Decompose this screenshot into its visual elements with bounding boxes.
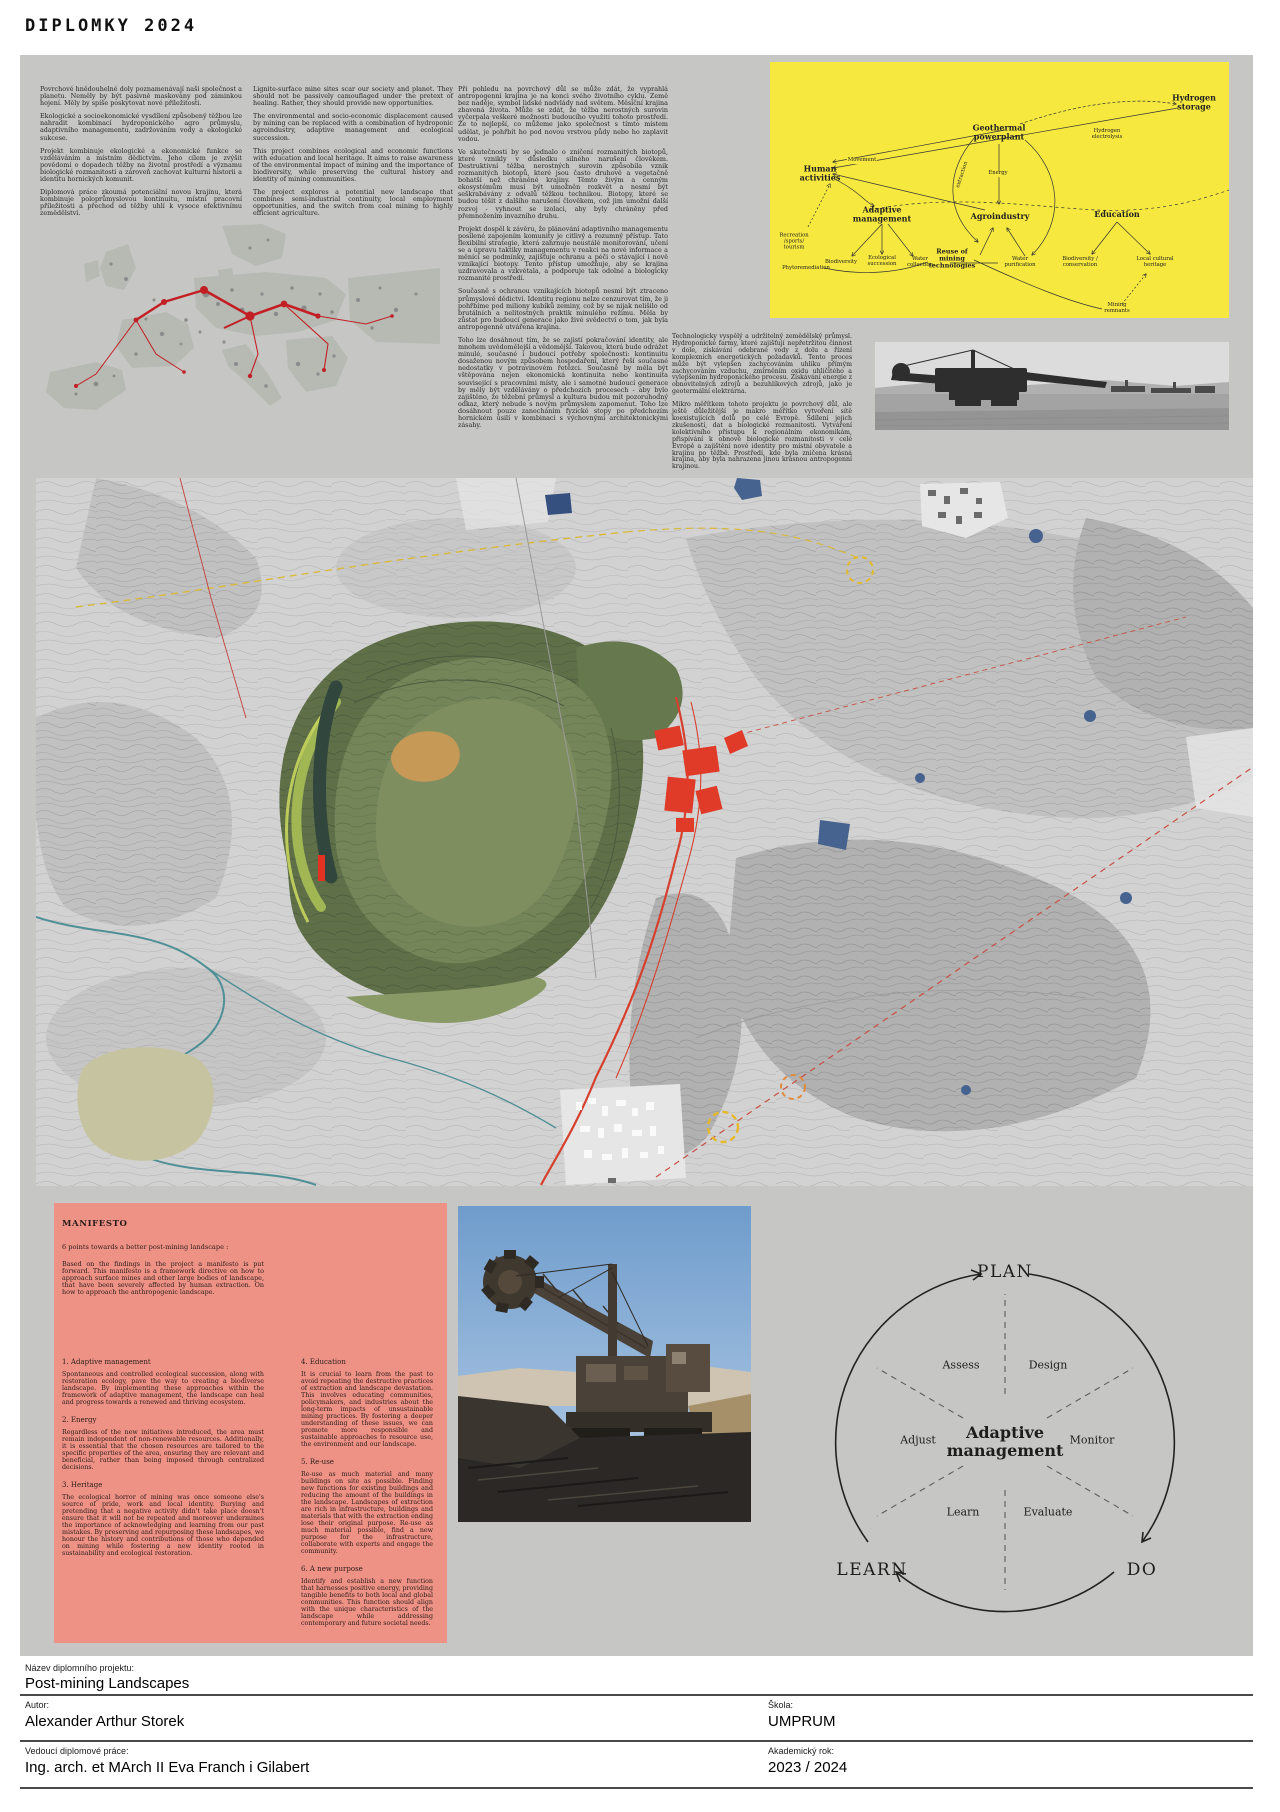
point-body: The ecological horror of mining was once someone else's source of pride, work and local identity. Burying and pretending that a negative activity didn't take place doesn't ensure that it will not be repeated and moreover undermines the importance of acknowledging and learning from our past mistakes. By preserving and repurposing these landscapes, we honour the history and contributions of those who depended on mining while fostering a new identity rooted in sustainability and ecological restoration. [62, 1494, 264, 1557]
point-heading: 1. Adaptive management [62, 1358, 151, 1366]
supervisor-label: Vedoucí diplomové práce: [25, 1746, 129, 1756]
paragraph: Ve skutečnosti by se jednalo o zničení rozmanitých biotopů, které vznikly v důsledku silného narušení člověkem. Destruktivní těžba nerostných surovin způsobila vznik rozmanitých biotopů, které jsou často druhově a vegetačně bohatší než chráněné krajiny. Těmto živým a cenným ekosystémům musí být umožněn rozkvět a nesmí být seškrabávány z odvalů těžkou technikou. Biotopy, které se budou těšit z dalšího narušení člověkem, což jim umožní další rozvoj - vyhnout se izolaci, aby byly chráněny před přemnožením invazního druhu. [458, 147, 668, 220]
point-body: Regardless of the new initiatives introduced, the area must remain independent of non-renewable resources. Additionally, it is essential that the chosen resources are tailored to the specific properties of the area, ensuring they are relevant and beneficial, rather than being imposed through centralized decisions. [62, 1429, 264, 1471]
school-label: Škola: [768, 1700, 794, 1710]
manifesto-point [301, 1565, 433, 1627]
node-biodiversity-conservation: Biodiversity / conservation [1062, 256, 1098, 268]
author-value: Alexander Arthur Storek [25, 1713, 185, 1730]
author-label: Autor: [25, 1700, 50, 1710]
manifesto-title: MANIFESTO [62, 1219, 128, 1229]
node-human-activities: Human activities [799, 163, 841, 182]
point-body: It is crucial to learn from the past to avoid repeating the destructive practices of extraction and landscape devastation. This involves educating communities, policymakers, and industries about the long-term impacts of unsustainable mining practices. By fostering a deeper understanding of these issues, we can promote more responsible and sustainable approaches to resource use, the environment and our landscape. [301, 1371, 433, 1448]
cycle-center-label [947, 1424, 1064, 1460]
point-body: Spontaneous and controlled ecological succession, along with restoration ecology, pave the way to creating a biodiverse landscape. By implementing these approaches within the framework of adaptive management, the landscape can heal and progress towards a renewed and thriving ecosystem. [62, 1371, 264, 1406]
page-title: DIPLOMKY 2024 [25, 16, 198, 36]
node-energy: Energy [988, 170, 1008, 177]
intro-column-czech-3 [672, 334, 852, 477]
intro-column-czech-2 [458, 86, 668, 435]
point-body: Re-use as much material and many buildings on site as possible. Finding new functions for existing buildings and reducing the amount of the buildings in the landscape. Landscapes of extraction are rich in infrastructure, buildings and materials that with the extraction ending lose their original purpose. Re-use as much material possible, find a new purpose for the infrastructure, collaborate with experts and engage the community. [301, 1471, 433, 1555]
manifesto-point [62, 1358, 264, 1406]
node-adaptive-management: Adaptive management [852, 204, 912, 223]
academic-year-label: Akademický rok: [768, 1746, 835, 1756]
paragraph: Lignite-surface mine sites scar our society and planet. They should not be passively camouflaged under the pretext of healing. Rather, they should provide new opportunities. [253, 85, 453, 108]
intro-column-english [253, 86, 453, 224]
node-hydrogen-electrolysis: Hydrogen electrolysis [1086, 129, 1128, 141]
paragraph: Toho lze dosáhnout tím, že se zajistí pokračování identity, ale mnohem uvědomělejší a vědomější. Takovou, která bude odrážet minulé, současné i budoucí potřeby společnosti: kontinuitu dosaženou novým způsobem hospodaření, který řeší současné nedostatky v potravinovém řetězci. Současně by měla být vštěpována nejen ekonomická kontinuita nebo kontinuita související s pracovními místy, ale i samotné budoucí generace by měly být vzdělávány o předchozích procesech - aby bylo zajištěno, že těžební průmysl a kultura budou mít pozoruhodný odkaz, který nebude s novým průmyslem zapomenut. Toho lze dosáhnout pouze zanecháním fyzické stopy po předchozím hornickém úsilí v kombinaci s výchovnými architektonickými zásahy. [458, 336, 668, 430]
excavator-photo [458, 1206, 751, 1522]
manifesto-column-left [62, 1348, 264, 1557]
systems-diagram-panel [770, 62, 1229, 318]
manifesto-column-right [301, 1348, 433, 1627]
cycle-sector-assess: Assess [942, 1358, 980, 1372]
manifesto-panel [54, 1203, 447, 1643]
manifesto-subtitle: 6 points towards a better post-mining landscape : [62, 1243, 229, 1251]
project-name-label: Název diplomního projektu: [25, 1663, 135, 1673]
cycle-sector-design: Design [1028, 1358, 1068, 1372]
cycle-sector-adjust: Adjust [900, 1433, 936, 1447]
node-water-collection: Water collection [906, 256, 934, 268]
cycle-sector-monitor: Monitor [1069, 1433, 1115, 1447]
point-heading: 6. A new purpose [301, 1565, 363, 1573]
manifesto-point [62, 1416, 264, 1471]
systems-diagram-edges [770, 62, 1229, 318]
node-mining-remnants: Mining remnants [1104, 302, 1130, 314]
footer-divider [20, 1787, 1253, 1789]
paragraph: Ekologické a socioekonomické vysdílení způsobený těžbou lze nahradit kombinací hydroponického agro průmyslu, adaptivního managementu, zadržováním vody a ekologické sukcese. [40, 112, 242, 142]
cycle-plan-label: PLAN [977, 1262, 1033, 1282]
cycle-do-label: DO [1126, 1560, 1158, 1580]
school-value: UMPRUM [768, 1713, 836, 1730]
node-phytoremediation: Phytoremediation [782, 265, 830, 272]
point-heading: 5. Re-use [301, 1458, 334, 1466]
paragraph: Projekt dospěl k závěru, že plánování adaptivního managementu posílené zapojením komunity je citlivý a rozumný přístup. Tato flexibilní strategie, která zahrnuje neustálé monitorování, učení se a úpravu taktiky managementu v reakci na nové informace a měnící se podmínky, zajišťuje ochranu a péči o stávající i nově vznikající biotopy. Tento přístup umožňuje, aby se krajina uzdravovala a vzkvétala, a podporuje tak odolné a biologicky rozmanité prostředí. [458, 224, 668, 283]
node-extraction-label: extraction [955, 160, 970, 189]
paragraph: This project combines ecological and economic functions with education and local heritage. It aims to raise awareness of the environmental impact of mining and the importance of biodiversity, while preserving the cultural history and identity of mining communities. [253, 146, 453, 184]
node-recreation: Recreation /sports/ tourism [779, 232, 809, 250]
cycle-center-line2: management [946, 1441, 1064, 1460]
adaptive-management-cycle [790, 1240, 1230, 1640]
manifesto-point [301, 1358, 433, 1448]
cycle-sector-learn: Learn [946, 1505, 980, 1519]
node-reuse-of-mining-technologies: Reuse of mining technologies [928, 247, 976, 270]
node-agroindustry: Agroindustry [970, 210, 1030, 221]
paragraph: Současně s ochranou vznikajících biotopů nesmí být ztraceno průmyslové dědictví. Identitu regionu nelze cenzurovat tím, že ji pohřbíme pod miliony kubíků zeminy, což by se nijak nelišilo od brutálních a nelitostných praktik minulého režimu. Měla by zůstat pro budoucí generace jako živé svědectví o tom, jak byla antropogenně utvářena krajina. [458, 287, 668, 331]
project-name-value: Post-mining Landscapes [25, 1675, 190, 1692]
point-body: Identify and establish a new function that harnesses positive energy, providing tangible benefits to both local and global communities. This function should align with the unique characteristics of the landscape while addressing contemporary and future societal needs. [301, 1578, 433, 1627]
footer-divider [20, 1740, 1253, 1742]
paragraph: Mikro měřítkem tohoto projektu je povrchový důl, ale ještě důležitější je makro měřítko vytvoření sítě koexistujících dolů po celé Evropě. Sdílení jejich zkušeností, dat a biologické rozmanitosti. Vytváření kolektivního přístupu k regionálním ekonomikám, přispívání k obnově biologické rozmanitosti v celé Evropě a zajištění nové identity pro místní obyvatele a krajinu po těžbě. Prostředí, kde byla zničena krásná krajina, aby byla nahrazena jinou krásnou antropogenní krajinou. [672, 401, 852, 471]
node-geothermal-powerplant: Geothermal powerplant [972, 122, 1026, 141]
point-heading: 4. Education [301, 1358, 346, 1366]
manifesto-point [301, 1458, 433, 1555]
node-movement: Movement [847, 157, 877, 164]
paragraph: The project explores a potential new landscape that combines semi-industrial continuity, local employment opportunities, and the switch from coal mining to highly efficient agriculture. [253, 188, 453, 218]
paragraph: Diplomová práce zkoumá potenciální novou krajinu, která kombinuje poloprůmyslovou kontinuitu, místní pracovní příležitosti a přechod od těžby uhlí k vysoce efektivnímu zemědělství. [40, 188, 242, 218]
paragraph: Povrchové hnědouhelné doly poznamenávají naši společnost a planetu. Neměly by být pasivně maskovány pod záminkou hojení. Měly by spíše poskytovat nové příležitosti. [40, 85, 242, 108]
cycle-sector-evaluate: Evaluate [1023, 1505, 1073, 1519]
node-education: Education [1094, 208, 1140, 219]
intro-column-czech-1 [40, 86, 242, 224]
node-hydrogen-storage: Hydrogen storage [1172, 92, 1216, 111]
node-water-purification: Water purification [1004, 256, 1036, 268]
paragraph: The environmental and socio-economic displacement caused by mining can be replaced with a combination of hydroponic agroindustry, adaptive management and ecological succession. [253, 112, 453, 142]
node-ecological-succession: Ecological succession [867, 255, 897, 267]
manifesto-point [62, 1481, 264, 1557]
europe-network-map [36, 224, 440, 430]
point-heading: 3. Heritage [62, 1481, 103, 1489]
footer-divider [20, 1694, 1253, 1696]
paragraph: Při pohledu na povrchový důl se může zdát, že vyprahlá antropogenní krajina je na konci svého životního cyklu. Země bez naděje, symbol lidské nadvlády nad světem. Měsíční krajina zbavená života. Může se zdát, že těžba nerostných surovin vyčerpala veškeré možnosti budoucího využití tohoto prostředí. Že to nejlepší, co můžeme jako společnost s tímto místem udělat, je pohřbít ho pod novou vrstvou půdy nebo ho zaplavit vodou. [458, 85, 668, 143]
mining-machine-photo-bw [875, 342, 1229, 430]
cycle-learn-label: LEARN [836, 1560, 908, 1580]
field-area [77, 1047, 213, 1161]
site-map [36, 478, 1253, 1186]
manifesto-intro: Based on the findings in the project a manifesto is put forward. This manifesto is a framework directive on how to approach surface mines and other large bodies of landscape, that have been severely affected by human extraction. On how to approach the anthropogenic landscape. [62, 1260, 264, 1297]
supervisor-value: Ing. arch. et MArch II Eva Franch i Gilabert [25, 1759, 310, 1776]
point-heading: 2. Energy [62, 1416, 97, 1424]
node-biodiversity: Biodiversity [824, 259, 858, 266]
europe-landmass [46, 224, 440, 410]
academic-year-value: 2023 / 2024 [768, 1759, 848, 1776]
paragraph: Projekt kombinuje ekologické a ekonomické funkce se vzděláváním a místním dědictvím. Jeho cílem je zvýšit povědomí o dopadech těžby na životní prostředí a významu biologické rozmanitosti a zároveň zachovat kulturní historii a identitu hornických komunit. [40, 146, 242, 184]
node-local-cultural-heritage: Local cultural heritage [1136, 256, 1174, 268]
paragraph: Technologicky vyspělý a udržitelný zemědělský průmysl. Hydroponické farmy, které zajišťují nepřetržitou činnost v dole, získávání odebrané vody z dolu a řízení komplexních energetických požadavků. Tento proces může být vylepšen zachycováním uhlíku přímým zachycováním vzduchu, zmírněním oxidu uhličitého a vylepšením hydroponického procesu. Získávání energie z obnovitelných zdrojů a bezuhlíkových zdrojů, jako je geotermální elektrárna. [672, 333, 852, 396]
cycle-center-line1: Adaptive [965, 1423, 1045, 1442]
